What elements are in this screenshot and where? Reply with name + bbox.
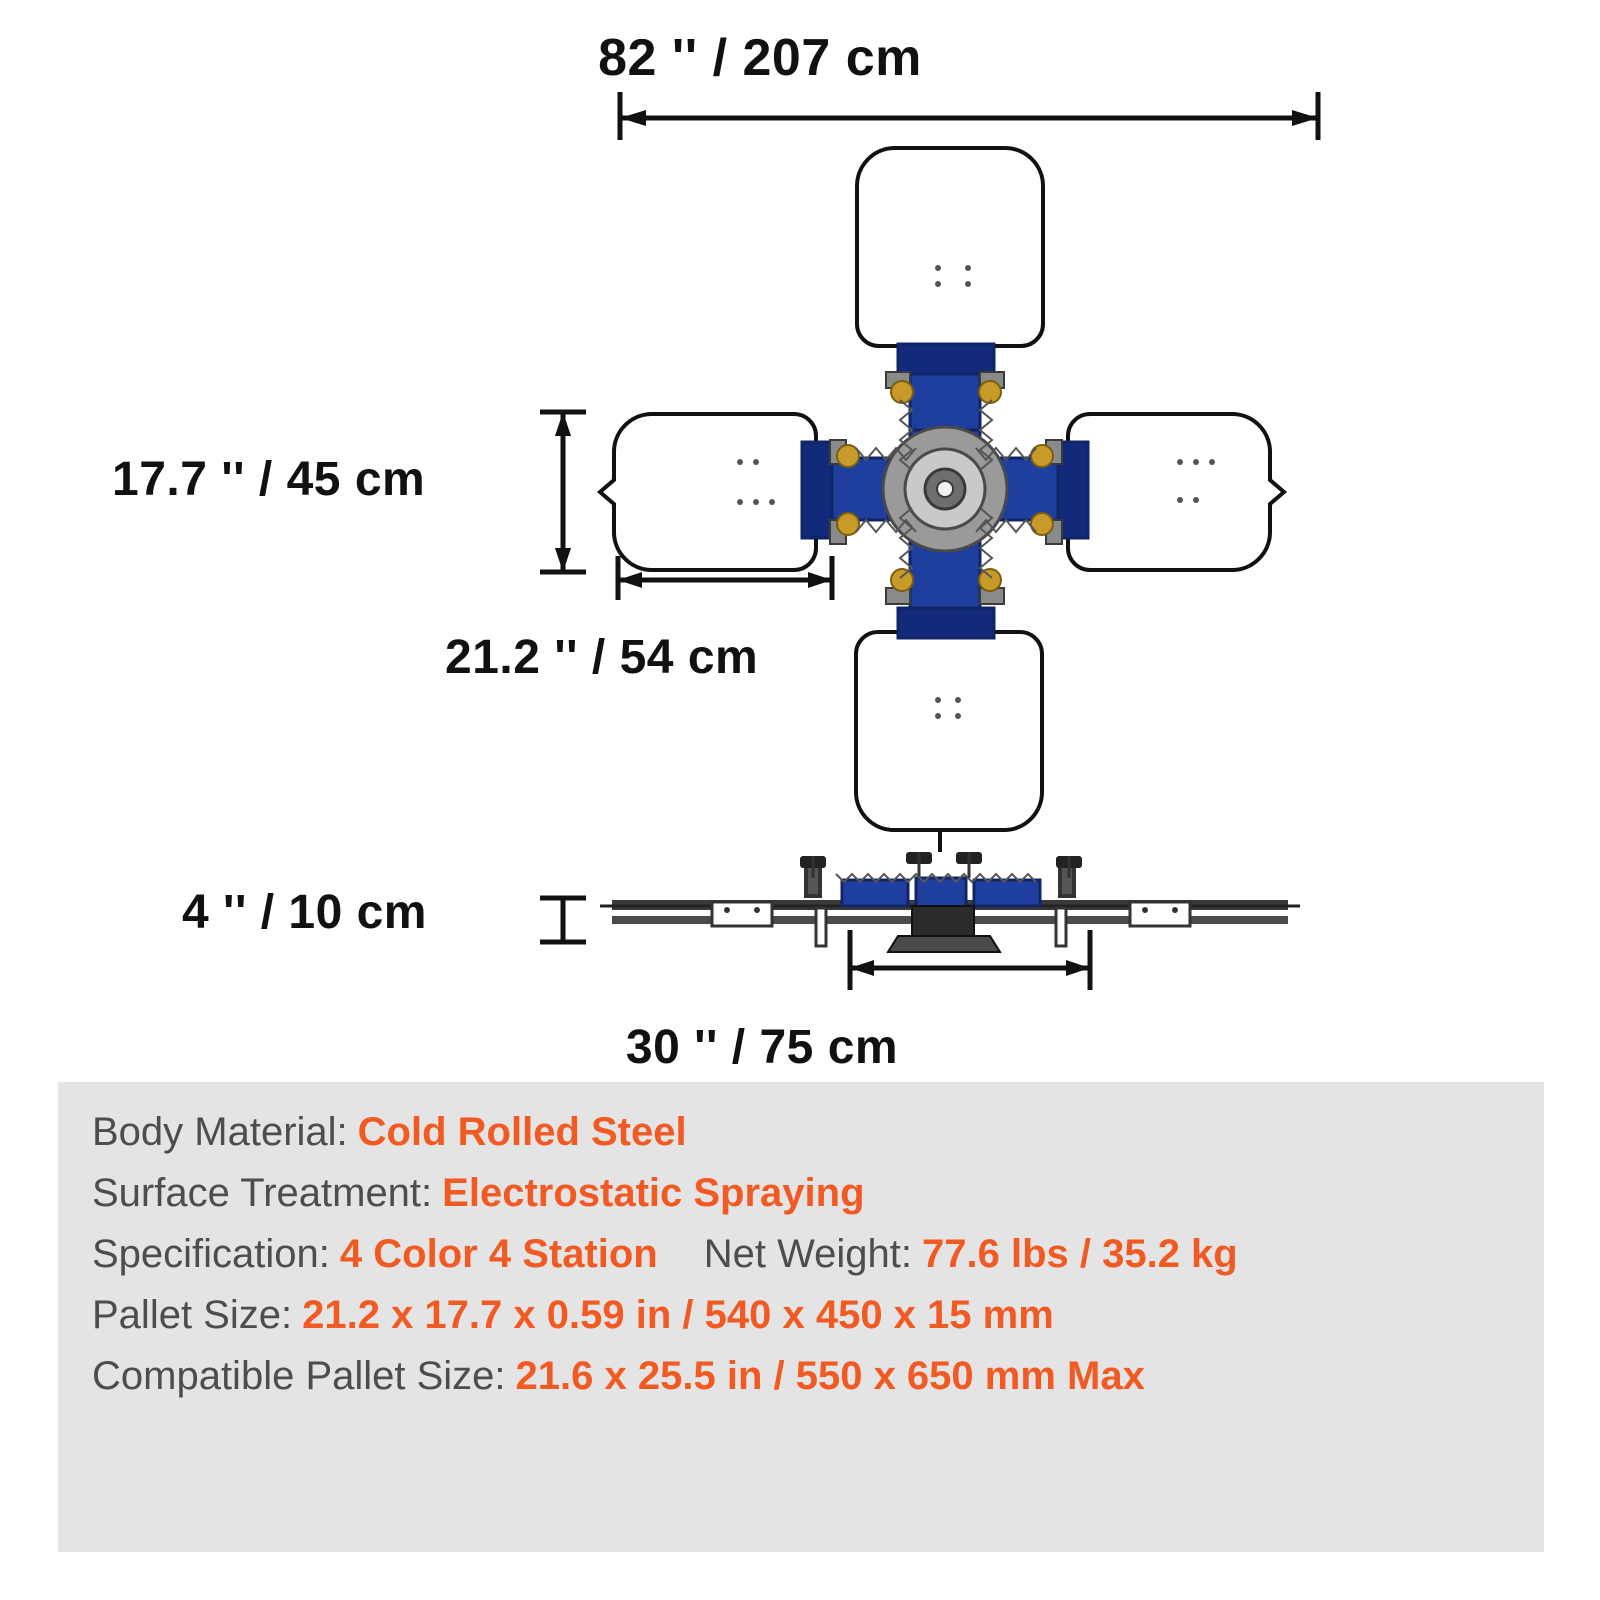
spec-value-body-material: Cold Rolled Steel	[357, 1110, 687, 1154]
dimension-arrow-pallet-height	[540, 412, 586, 572]
side-view-assembly	[600, 852, 1300, 952]
dimension-label-pallet-height: 17.7 '' / 45 cm	[112, 453, 426, 506]
dimension-arrow-profile-thickness	[540, 898, 586, 942]
spec-row-body-material	[92, 1110, 1510, 1155]
spec-row-pallet-size	[92, 1293, 1510, 1338]
spec-label-surface-treatment: Surface Treatment:	[92, 1171, 433, 1215]
spec-row-specification-weight	[92, 1232, 1510, 1277]
spec-label-compatible-pallet-size: Compatible Pallet Size:	[92, 1354, 506, 1398]
pallet-left	[600, 414, 816, 570]
spec-value-pallet-size: 21.2 x 17.7 x 0.59 in / 540 x 450 x 15 mm	[302, 1293, 1054, 1337]
spec-value-specification: 4 Color 4 Station	[339, 1232, 658, 1276]
spec-label-specification: Specification:	[92, 1232, 330, 1276]
dimension-label-overall-width: 82 '' / 207 cm	[598, 29, 922, 87]
dimension-label-pallet-width: 21.2 '' / 54 cm	[445, 631, 759, 684]
pallet-bottom	[856, 632, 1042, 852]
spec-label-pallet-size: Pallet Size:	[92, 1293, 293, 1337]
dimension-label-base-width: 30 '' / 75 cm	[625, 1021, 899, 1074]
spec-value-compatible-pallet-size: 21.6 x 25.5 in / 550 x 650 mm Max	[515, 1354, 1145, 1398]
spec-row-compatible-pallet-size	[92, 1354, 1510, 1399]
spec-row-surface-treatment	[92, 1171, 1510, 1216]
dimension-label-profile-thickness: 4 '' / 10 cm	[182, 886, 427, 939]
spec-value-surface-treatment: Electrostatic Spraying	[442, 1171, 865, 1215]
specification-panel	[58, 1082, 1544, 1552]
pallet-right	[1068, 414, 1284, 570]
center-rotary-hub	[883, 427, 1007, 551]
pallet-top	[857, 148, 1043, 346]
spec-label-net-weight: Net Weight:	[703, 1232, 912, 1276]
spec-label-body-material: Body Material:	[92, 1110, 348, 1154]
dimension-arrow-overall-width	[620, 92, 1318, 140]
spec-value-net-weight: 77.6 lbs / 35.2 kg	[921, 1232, 1238, 1276]
